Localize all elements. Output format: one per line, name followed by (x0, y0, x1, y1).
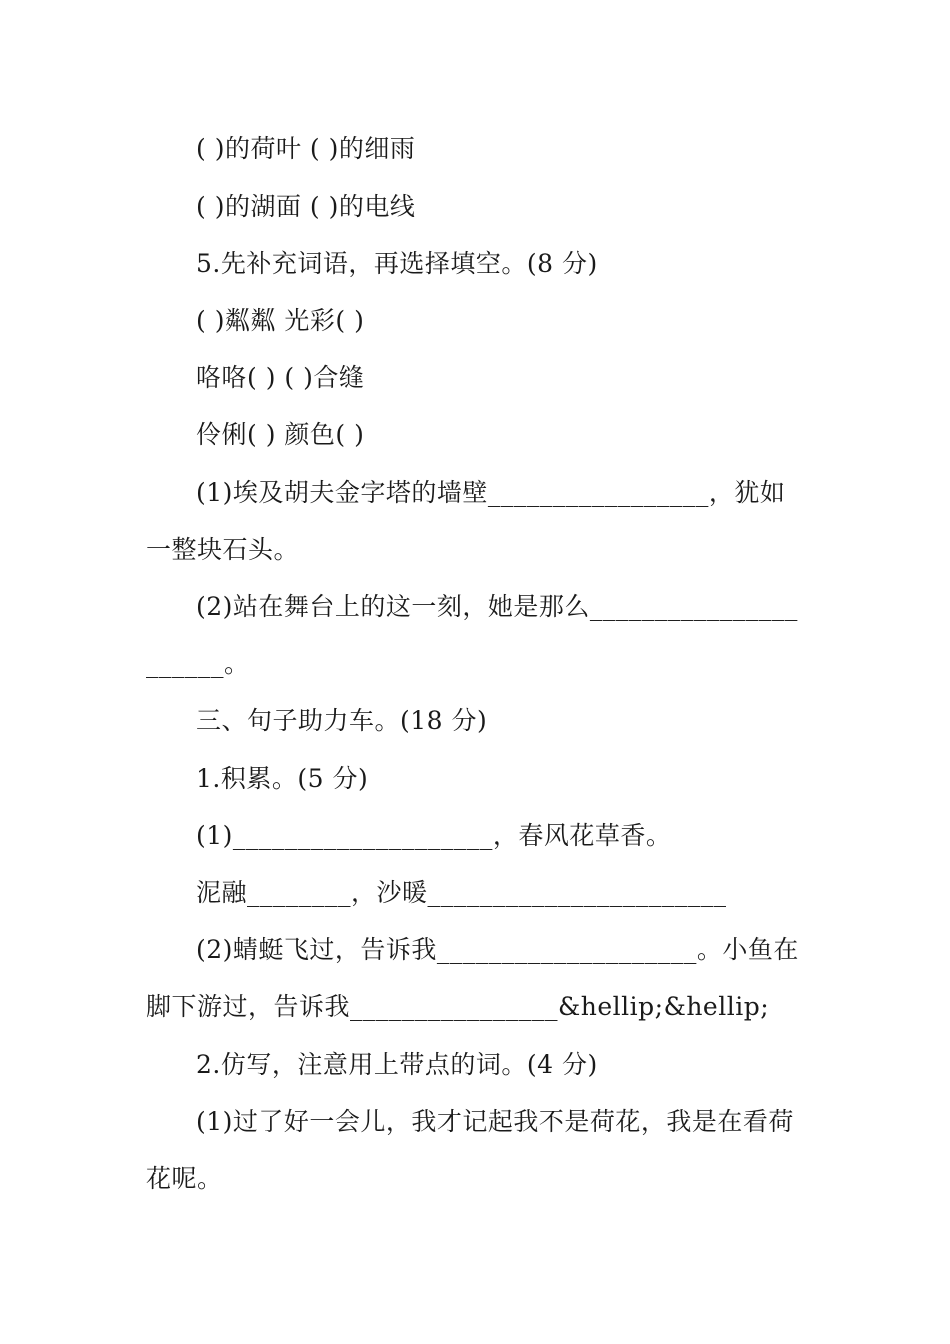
fill-sentence-1-cont: 一整块石头。 (146, 535, 300, 564)
poem-fill-line-2: 泥融________，沙暖_______________________ (196, 878, 727, 907)
word-fill-line-2: 咯咯( ) ( )合缝 (196, 363, 365, 392)
question-1-heading: 1.积累。(5 分) (196, 764, 369, 793)
text-fill-line-1-cont: 脚下游过，告诉我________________&hellip;&hellip; (146, 992, 770, 1021)
word-fill-line-1: ( )粼粼 光彩( ) (196, 306, 365, 335)
imitation-sentence-cont: 花呢。 (146, 1164, 223, 1193)
blank-phrase-line-2: ( )的湖面 ( )的电线 (196, 192, 416, 221)
blank-phrase-line-1: ( )的荷叶 ( )的细雨 (196, 134, 416, 163)
fill-sentence-2-cont: ______。 (146, 649, 250, 678)
fill-sentence-1: (1)埃及胡夫金字塔的墙壁_________________，犹如 (196, 478, 786, 507)
imitation-sentence: (1)过了好一会儿，我才记起我不是荷花，我是在看荷 (196, 1107, 794, 1136)
question-5-heading: 5.先补充词语，再选择填空。(8 分) (196, 249, 598, 278)
fill-sentence-2: (2)站在舞台上的这一刻，她是那么________________ (196, 592, 798, 621)
question-2-heading: 2.仿写，注意用上带点的词。(4 分) (196, 1050, 598, 1079)
section-3-heading: 三、句子助力车。(18 分) (196, 706, 488, 735)
text-fill-line-1: (2)蜻蜓飞过，告诉我____________________。小鱼在 (196, 935, 799, 964)
word-fill-line-3: 伶俐( ) 颜色( ) (196, 420, 365, 449)
poem-fill-line-1: (1)____________________，春风花草香。 (196, 821, 672, 850)
